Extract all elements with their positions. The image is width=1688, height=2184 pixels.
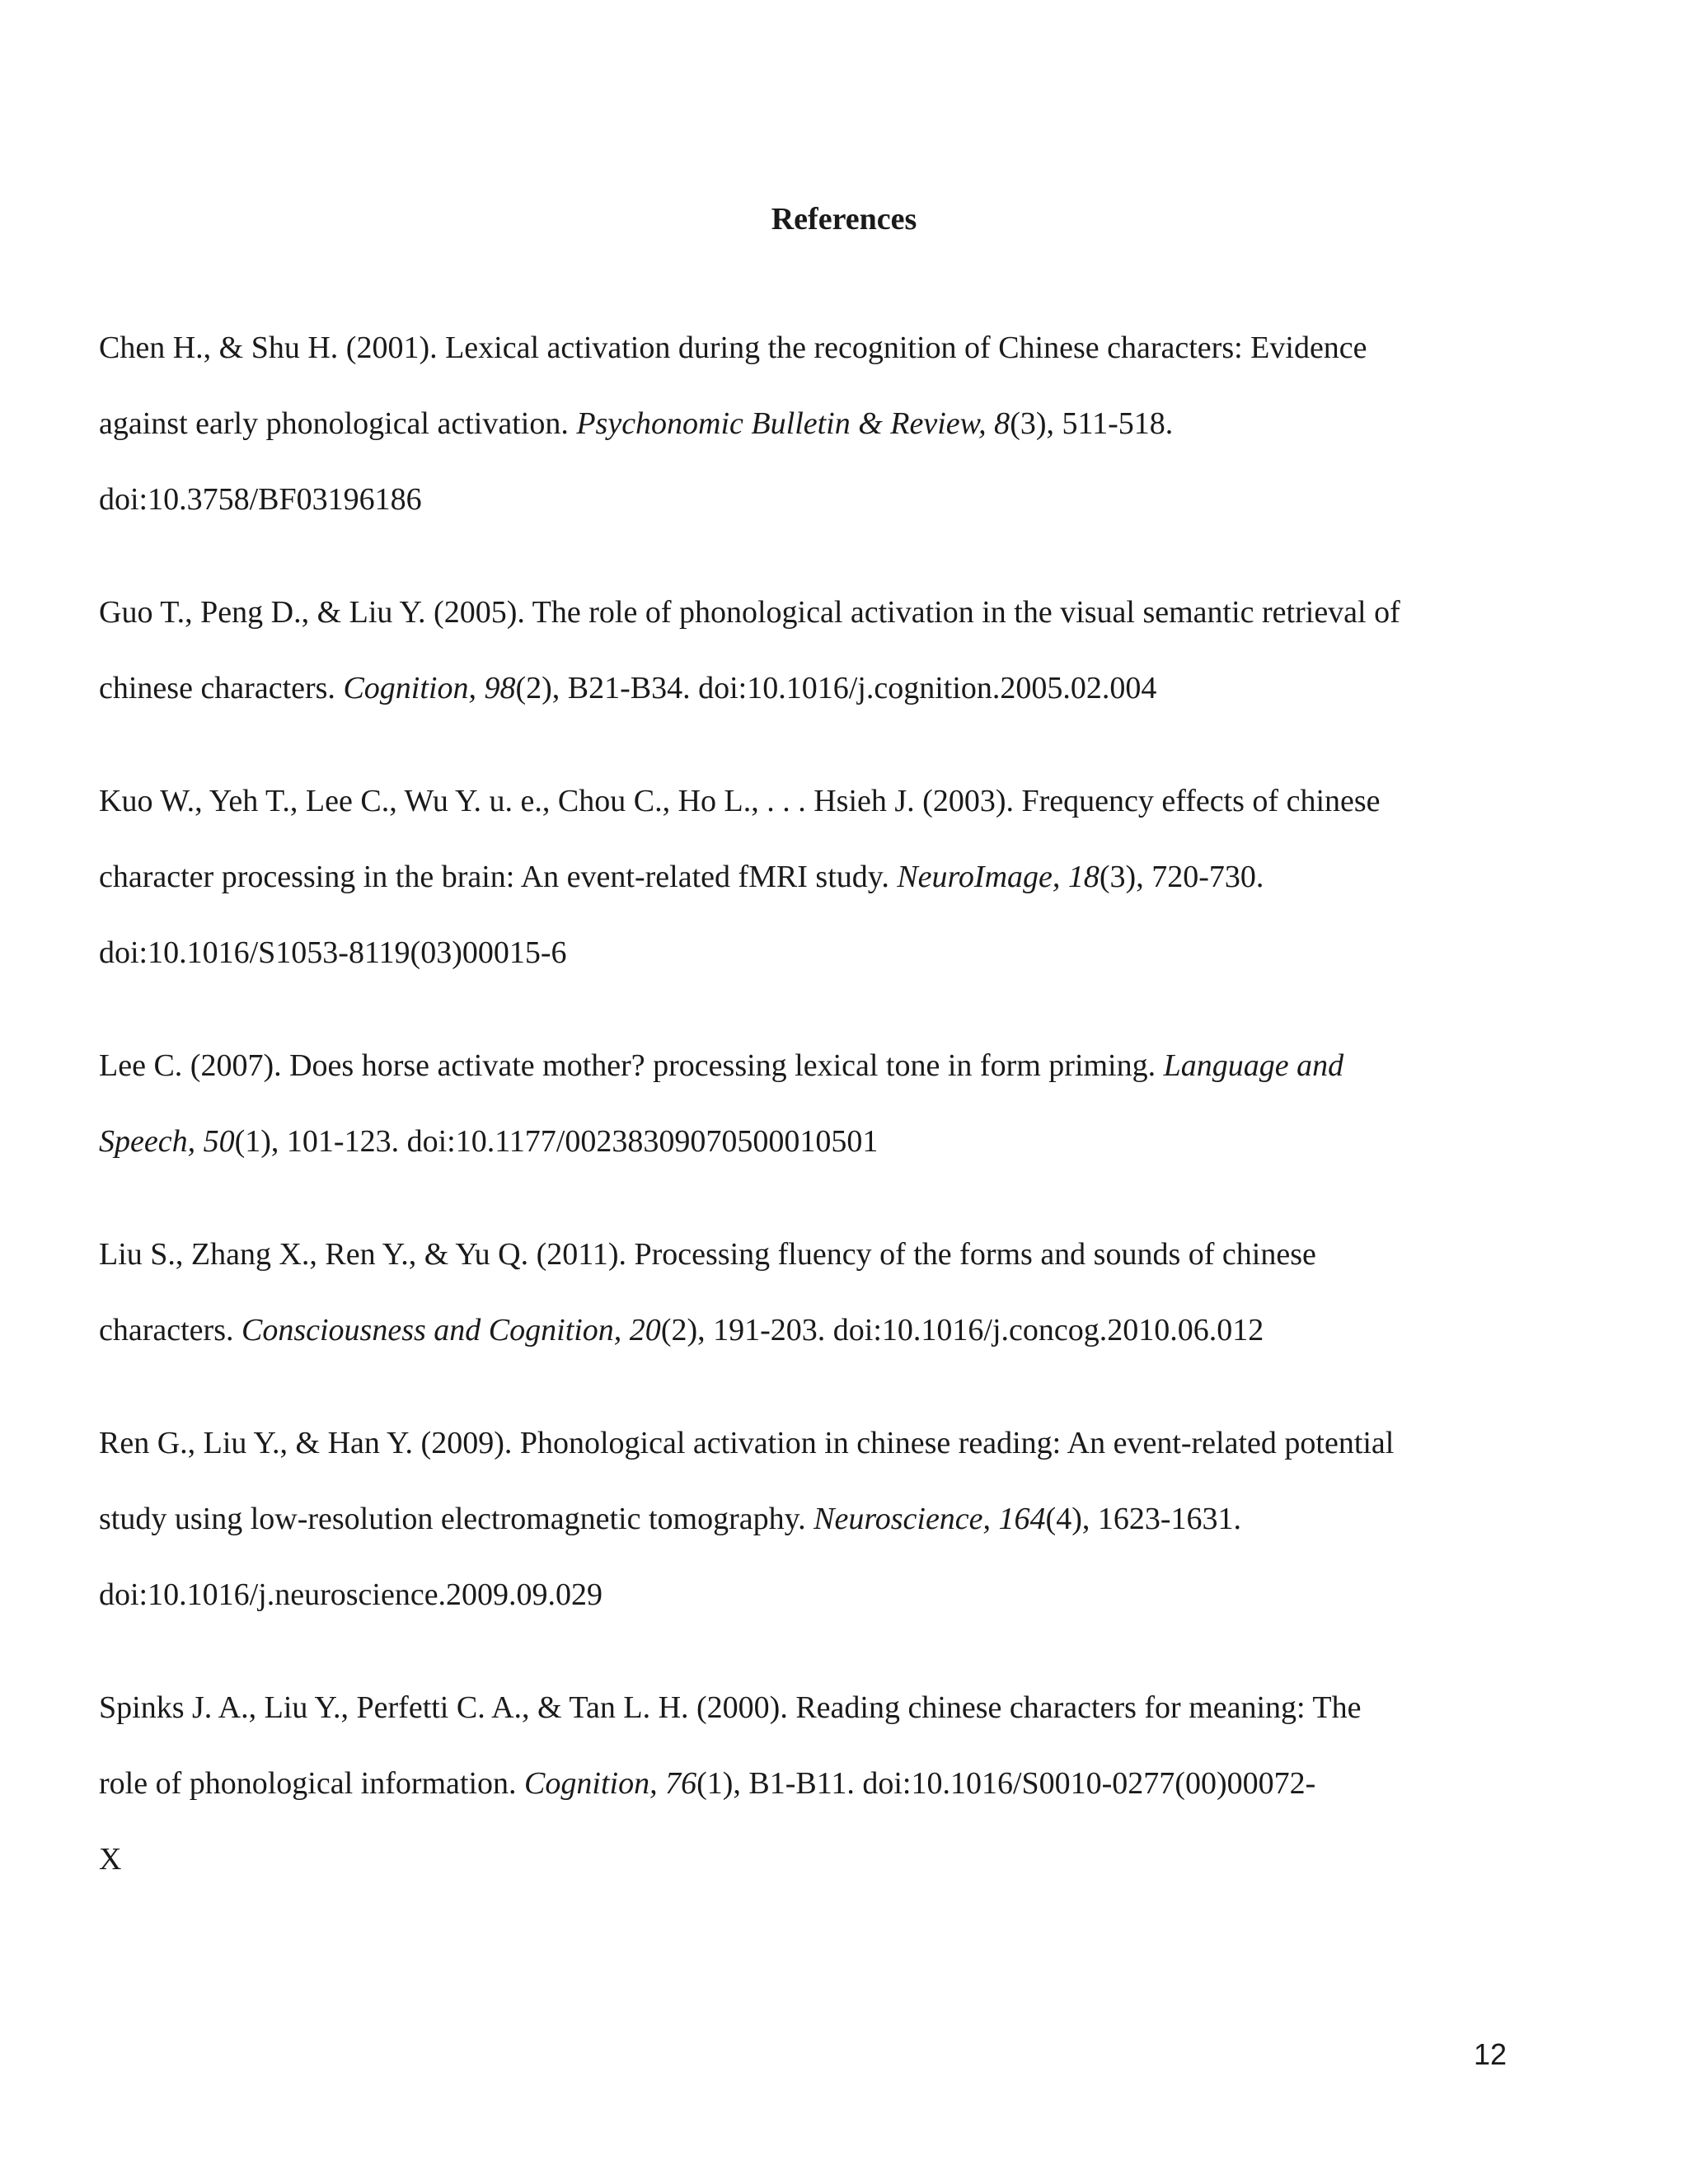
reference-line — [99, 462, 1500, 537]
reference-text: doi:10.1016/j.neuroscience.2009.09.029 — [99, 1577, 603, 1612]
journal-title: Psychonomic Bulletin & Review, 8 — [576, 406, 1010, 441]
page-title: References — [771, 202, 917, 237]
reference-text: Chen H., & Shu H. (2001). Lexical activation during the recognition of Chinese characters: Evidence — [99, 330, 1367, 365]
reference-text: study using low-resolution electromagnetic tomography. — [99, 1502, 814, 1536]
journal-title: Cognition, 98 — [343, 671, 516, 705]
page-number: 12 — [1473, 2037, 1507, 2071]
reference-text: doi:10.1016/S1053-8119(03)00015-6 — [99, 935, 567, 970]
reference-line — [99, 1104, 1500, 1179]
journal-title: Language and — [1163, 1048, 1344, 1083]
reference-text: chinese characters. — [99, 671, 344, 705]
reference-line — [99, 1670, 1500, 1746]
reference-text: Guo T., Peng D., & Liu Y. (2005). The role of phonological activation in the visual semantic retrieval of — [99, 595, 1400, 630]
reference-entry — [99, 1670, 1500, 1897]
reference-text: doi:10.3758/BF03196186 — [99, 482, 422, 517]
reference-text: characters. — [99, 1313, 241, 1347]
reference-text: (4), 1623-1631. — [1045, 1502, 1242, 1536]
reference-text: Kuo W., Yeh T., Lee C., Wu Y. u. e., Chou C., Ho L., . . . Hsieh J. (2003). Frequency effects of chinese — [99, 784, 1381, 818]
reference-text: Lee C. (2007). Does horse activate mother? processing lexical tone in form priming. — [99, 1048, 1164, 1083]
reference-line — [99, 1216, 1500, 1292]
reference-text: role of phonological information. — [99, 1766, 525, 1801]
reference-line — [99, 1028, 1500, 1104]
reference-line — [99, 1481, 1500, 1557]
reference-entry — [99, 1216, 1500, 1368]
reference-entry — [99, 1405, 1500, 1633]
journal-title: NeuroImage, 18 — [897, 860, 1100, 894]
reference-line — [99, 574, 1500, 650]
reference-text: Spinks J. A., Liu Y., Perfetti C. A., & Tan L. H. (2000). Reading chinese characters for meaning: The — [99, 1690, 1362, 1725]
reference-line — [99, 1557, 1500, 1633]
reference-entry — [99, 310, 1500, 537]
reference-text: (1), 101-123. doi:10.1177/00238309070500010501 — [234, 1124, 879, 1159]
reference-text: (1), B1-B11. doi:10.1016/S0010-0277(00)00072- — [696, 1766, 1316, 1801]
reference-entry — [99, 1028, 1500, 1179]
reference-line — [99, 386, 1500, 462]
reference-entry — [99, 763, 1500, 991]
reference-text: character processing in the brain: An event-related fMRI study. — [99, 860, 898, 894]
reference-text: Ren G., Liu Y., & Han Y. (2009). Phonological activation in chinese reading: An event-related potential — [99, 1426, 1395, 1460]
reference-text: (2), B21-B34. doi:10.1016/j.cognition.2005.02.004 — [515, 671, 1157, 705]
journal-title: Cognition, 76 — [524, 1766, 697, 1801]
reference-line — [99, 310, 1500, 386]
reference-line — [99, 1746, 1500, 1821]
reference-line — [99, 915, 1500, 991]
journal-title: Speech, 50 — [99, 1124, 235, 1159]
reference-text: (3), 720-730. — [1099, 860, 1264, 894]
reference-list — [99, 310, 1500, 1934]
reference-text: (2), 191-203. doi:10.1016/j.concog.2010.06.012 — [660, 1313, 1264, 1347]
journal-title: Neuroscience, 164 — [814, 1502, 1046, 1536]
reference-text: Liu S., Zhang X., Ren Y., & Yu Q. (2011). Processing fluency of the forms and sounds of chinese — [99, 1237, 1316, 1272]
reference-entry — [99, 574, 1500, 726]
reference-line — [99, 650, 1500, 726]
reference-line — [99, 1292, 1500, 1368]
reference-line — [99, 1405, 1500, 1481]
reference-text: (3), 511-518. — [1010, 406, 1174, 441]
reference-text: against early phonological activation. — [99, 406, 577, 441]
reference-line — [99, 839, 1500, 915]
journal-title: Consciousness and Cognition, 20 — [241, 1313, 661, 1347]
reference-text: X — [99, 1842, 122, 1877]
reference-line — [99, 763, 1500, 839]
reference-line — [99, 1821, 1500, 1897]
